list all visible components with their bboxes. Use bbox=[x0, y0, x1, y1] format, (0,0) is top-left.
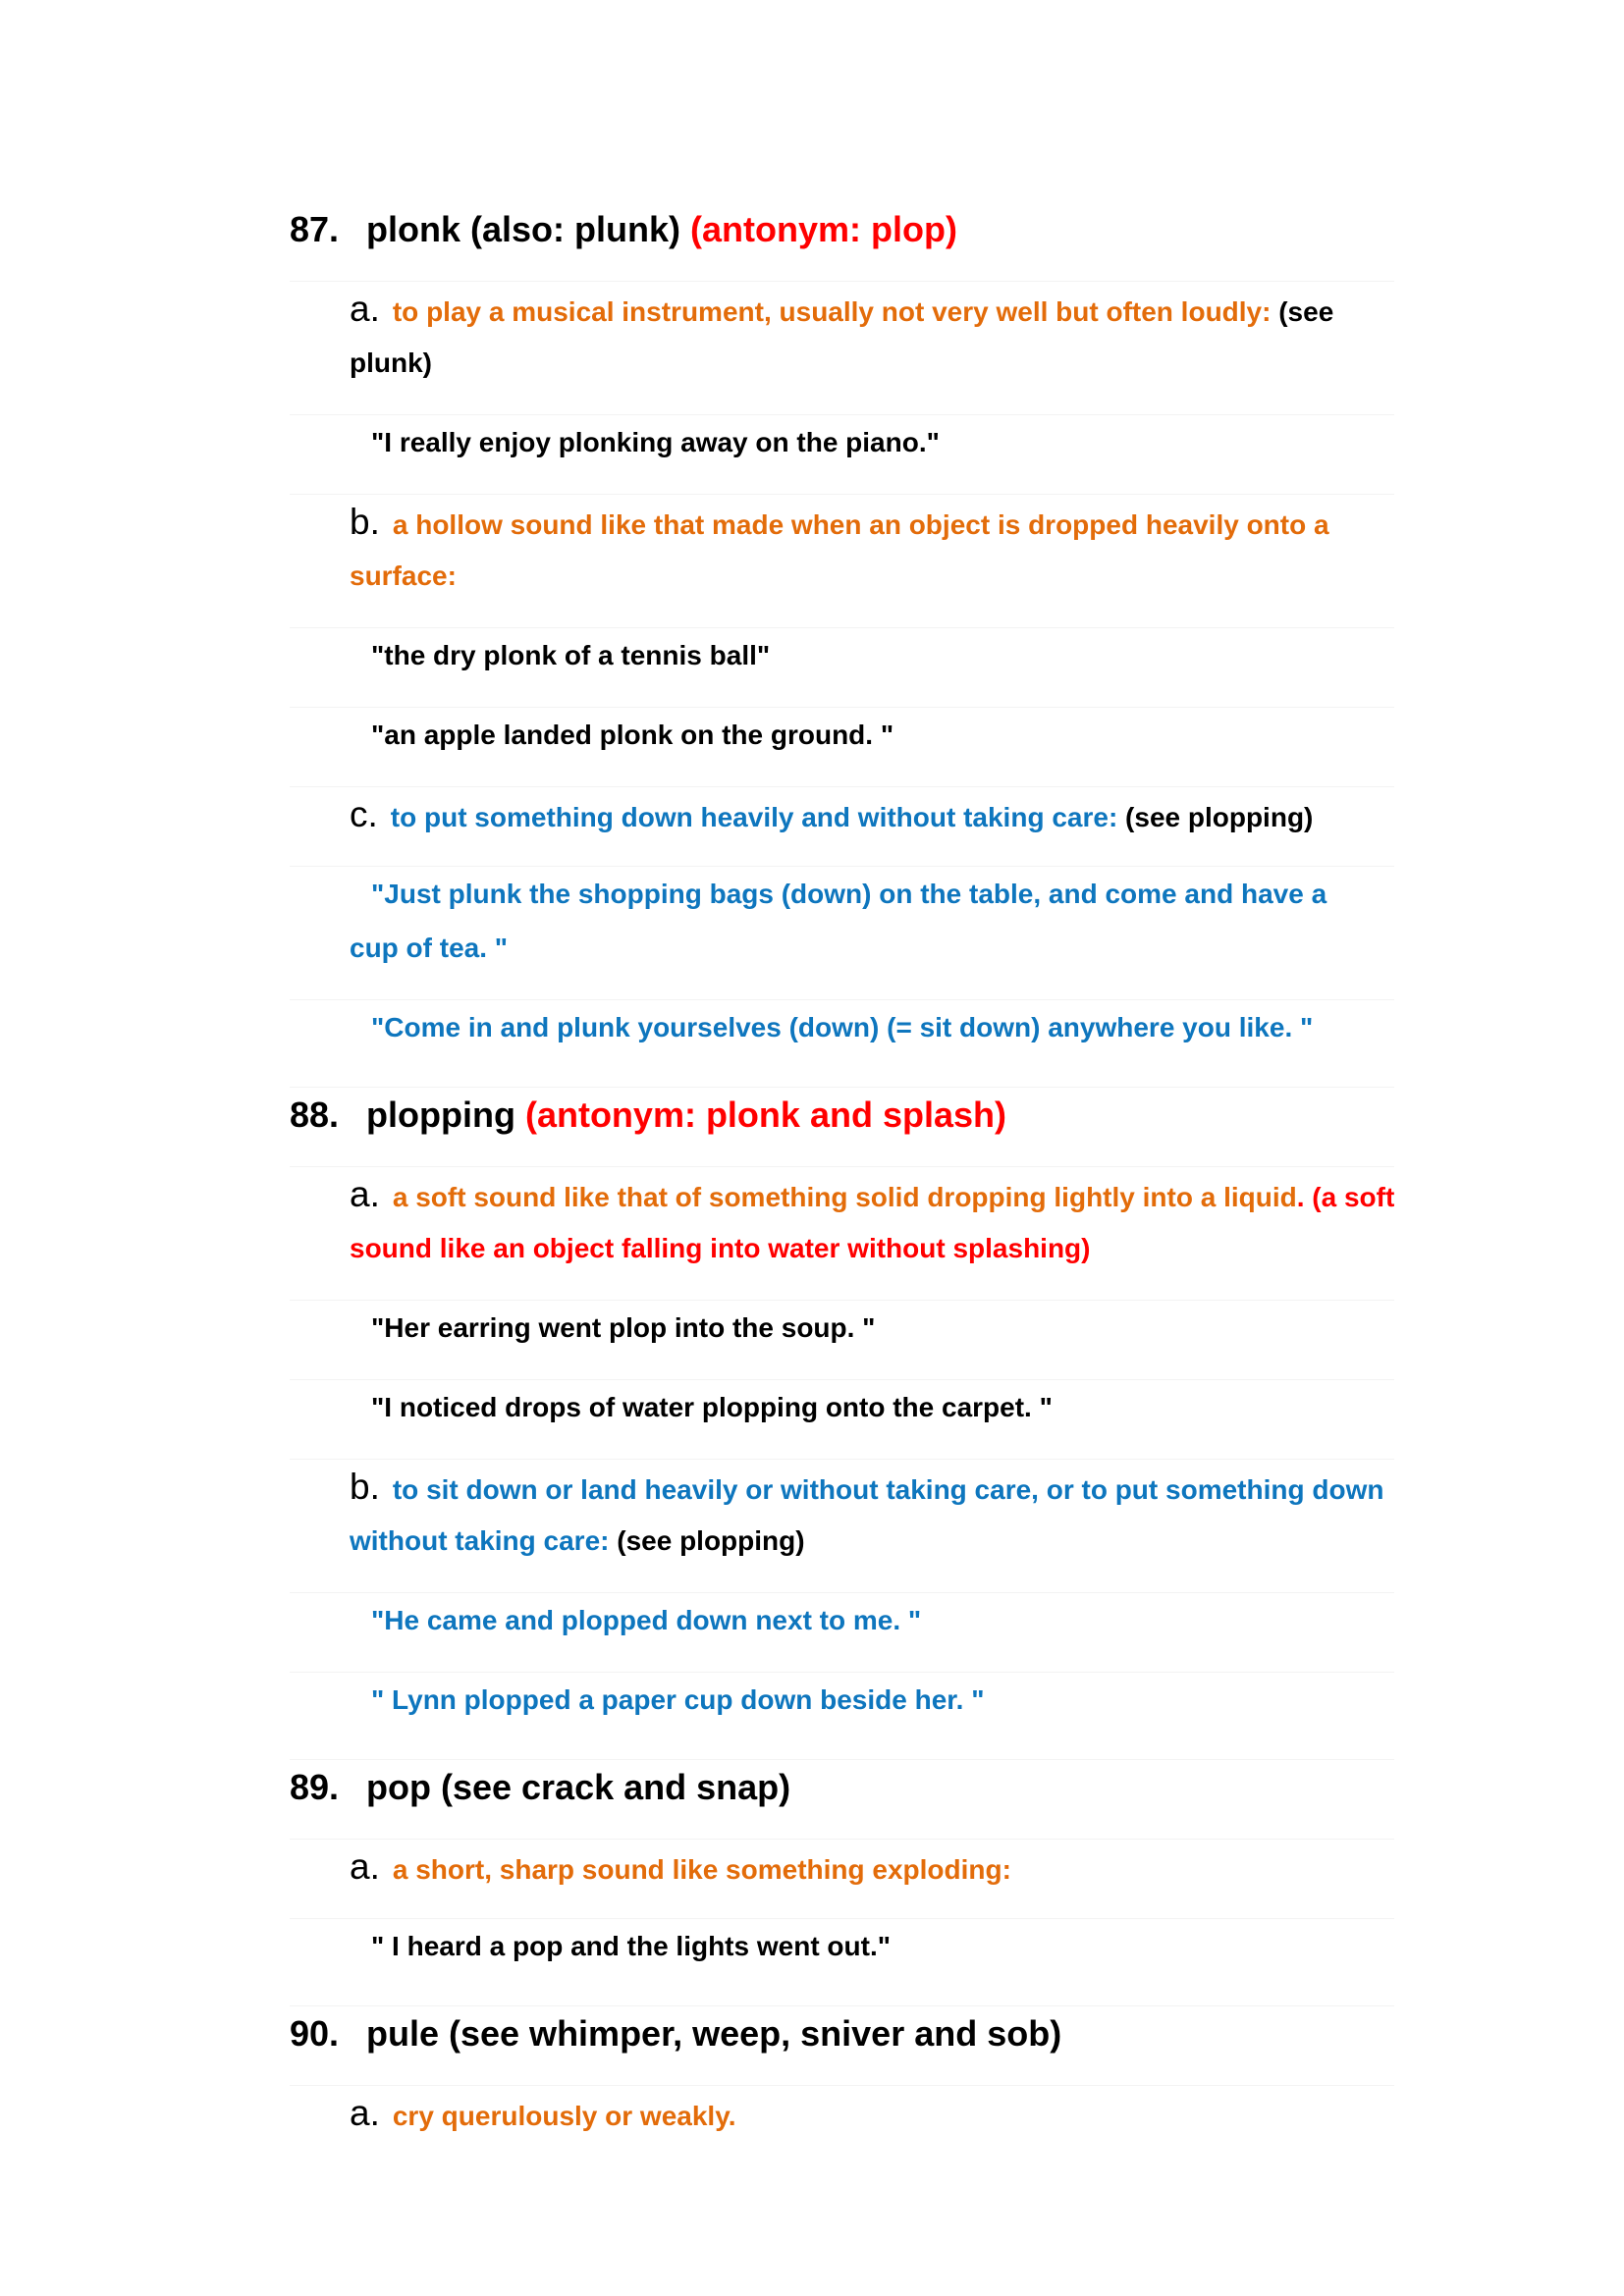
glossary-entry bbox=[290, 1087, 1394, 1727]
definition-item bbox=[290, 1839, 1394, 1894]
text-run: cry querulously or weakly. bbox=[392, 2101, 736, 2131]
text-line bbox=[290, 2006, 1394, 2060]
definition-letter: b. bbox=[350, 502, 380, 542]
example-sentence bbox=[290, 707, 1394, 762]
text-run: . (a soft bbox=[1296, 1182, 1395, 1212]
definition-item bbox=[290, 1166, 1394, 1275]
text-run: a soft sound like that of something solid dropping lightly into a liquid bbox=[392, 1182, 1297, 1212]
text-run: plopping bbox=[366, 1095, 525, 1135]
text-run: pule (see whimper, weep, sniver and sob) bbox=[366, 2013, 1062, 2054]
text-run: (see plopping) bbox=[617, 1525, 805, 1556]
example-sentence bbox=[290, 999, 1394, 1054]
text-line bbox=[350, 1301, 1394, 1355]
text-run: (see plopping) bbox=[1125, 802, 1314, 832]
text-run: pop (see crack and snap) bbox=[366, 1767, 791, 1807]
text-run: "an apple landed plonk on the ground. " bbox=[371, 720, 894, 750]
text-line bbox=[350, 1840, 1394, 1894]
text-line bbox=[350, 336, 1394, 390]
example-sentence bbox=[290, 1379, 1394, 1434]
text-run: "the dry plonk of a tennis ball" bbox=[371, 640, 771, 670]
definition-letter: a. bbox=[350, 1846, 380, 1887]
text-run: (see bbox=[1278, 296, 1334, 327]
definition-letter: a. bbox=[350, 2093, 380, 2133]
text-line bbox=[350, 1000, 1394, 1054]
definition-item bbox=[290, 2085, 1394, 2140]
example-sentence bbox=[290, 1300, 1394, 1355]
example-sentence bbox=[290, 866, 1394, 975]
definition-item bbox=[290, 494, 1394, 603]
text-run: to play a musical instrument, usually not very well but often loudly: bbox=[392, 296, 1279, 327]
glossary-list bbox=[290, 202, 1394, 2140]
text-run: " Lynn plopped a paper cup down beside her. " bbox=[371, 1684, 985, 1715]
entry-heading bbox=[290, 1759, 1394, 1814]
definition-letter: a. bbox=[350, 289, 380, 329]
text-run: cup of tea. " bbox=[350, 933, 509, 963]
definition-item bbox=[290, 1459, 1394, 1568]
entry-number: 87. bbox=[290, 209, 340, 249]
text-run: "I really enjoy plonking away on the piano." bbox=[371, 427, 940, 457]
text-line bbox=[290, 202, 1394, 256]
text-line bbox=[350, 282, 1394, 336]
text-run: sound like an object falling into water without splashing) bbox=[350, 1233, 1091, 1263]
example-sentence bbox=[290, 1672, 1394, 1727]
text-run: without taking care: bbox=[350, 1525, 618, 1556]
text-line bbox=[350, 867, 1394, 921]
text-run: to sit down or land heavily or without taking care, or to put something down bbox=[392, 1474, 1384, 1505]
text-line bbox=[290, 1760, 1394, 1814]
text-line bbox=[350, 1380, 1394, 1434]
entry-number: 88. bbox=[290, 1095, 340, 1135]
text-run: plunk) bbox=[350, 347, 432, 378]
example-sentence bbox=[290, 414, 1394, 469]
glossary-entry bbox=[290, 202, 1394, 1054]
definition-item bbox=[290, 281, 1394, 390]
text-line bbox=[350, 1167, 1394, 1221]
entry-heading bbox=[290, 1087, 1394, 1142]
text-run: a hollow sound like that made when an object is dropped heavily onto a bbox=[392, 509, 1329, 540]
text-line bbox=[350, 628, 1394, 682]
text-line bbox=[290, 1088, 1394, 1142]
glossary-entry bbox=[290, 2005, 1394, 2140]
entry-heading bbox=[290, 2005, 1394, 2060]
text-run: "Just plunk the shopping bags (down) on the table, and come and have a bbox=[371, 879, 1327, 909]
text-line bbox=[350, 1673, 1394, 1727]
text-run: "He came and plopped down next to me. " bbox=[371, 1605, 922, 1635]
text-run: (antonym: plop) bbox=[690, 209, 957, 249]
text-run: a short, sharp sound like something exploding: bbox=[392, 1854, 1011, 1885]
text-line bbox=[350, 708, 1394, 762]
definition-item bbox=[290, 786, 1394, 841]
text-line bbox=[350, 415, 1394, 469]
text-run: "Come in and plunk yourselves (down) (= sit down) anywhere you like. " bbox=[371, 1012, 1314, 1042]
entry-number: 89. bbox=[290, 1767, 340, 1807]
definition-letter: c. bbox=[350, 794, 378, 834]
text-run: surface: bbox=[350, 561, 457, 591]
example-sentence bbox=[290, 1918, 1394, 1973]
glossary-entry bbox=[290, 1759, 1394, 1973]
definition-letter: b. bbox=[350, 1467, 380, 1507]
text-line bbox=[350, 2086, 1394, 2140]
text-line bbox=[350, 921, 1394, 975]
text-line bbox=[350, 1221, 1394, 1275]
entry-number: 90. bbox=[290, 2013, 340, 2054]
text-run: to put something down heavily and without taking care: bbox=[390, 802, 1126, 832]
text-run: "Her earring went plop into the soup. " bbox=[371, 1312, 876, 1343]
text-line bbox=[350, 549, 1394, 603]
text-line bbox=[350, 1514, 1394, 1568]
text-line bbox=[350, 1593, 1394, 1647]
text-run: (antonym: plonk and splash) bbox=[524, 1095, 1006, 1135]
text-line bbox=[350, 1919, 1394, 1973]
text-line bbox=[350, 787, 1394, 841]
definition-letter: a. bbox=[350, 1174, 380, 1214]
entry-heading bbox=[290, 202, 1394, 256]
example-sentence bbox=[290, 1592, 1394, 1647]
text-run: "I noticed drops of water plopping onto the carpet. " bbox=[371, 1392, 1053, 1422]
text-run: " I heard a pop and the lights went out." bbox=[371, 1931, 892, 1961]
example-sentence bbox=[290, 627, 1394, 682]
text-line bbox=[350, 495, 1394, 549]
text-run: plonk (also: plunk) bbox=[366, 209, 690, 249]
text-line bbox=[350, 1460, 1394, 1514]
